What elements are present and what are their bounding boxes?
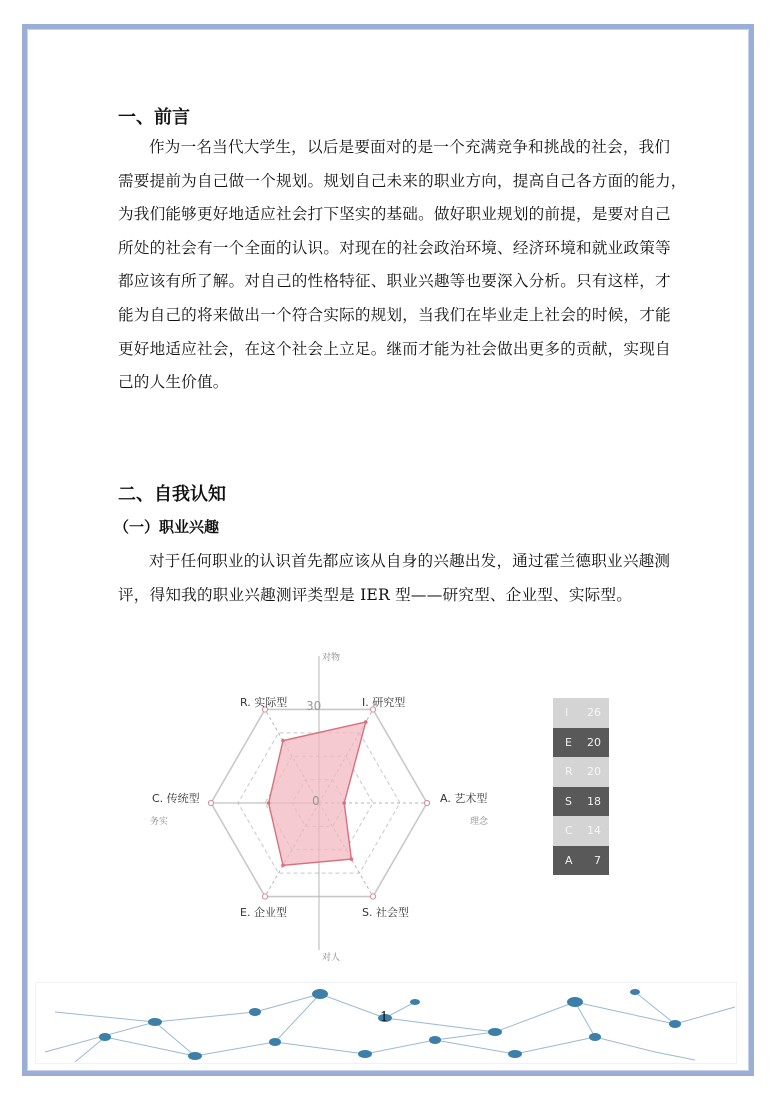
score-code: I [565, 706, 569, 720]
score-row [553, 698, 609, 728]
radar-point-S [350, 857, 354, 861]
category-label-E: E. 企业型 [240, 906, 287, 919]
score-code: C [565, 824, 573, 838]
text-line: 对于任何职业的认识首先都应该从自身的兴趣出发，通过霍兰德职业兴趣测 [149, 552, 671, 570]
text-line: 更好地适应社会，在这个社会上立足。继而才能为社会做出更多的贡献，实现自 [118, 339, 671, 358]
section-heading-self-awareness: 二、自我认知 [118, 484, 226, 505]
score-value: 20 [587, 735, 601, 749]
axis-label-left: 务实 [150, 817, 169, 827]
text-line: 作为一名当代大学生，以后是要面对的是一个充满竞争和挑战的社会，我们 [149, 138, 671, 156]
text-line: 评，得知我的职业兴趣测评类型是 IER 型——研究型、企业型、实际型。 [118, 585, 633, 604]
radar-point-I [364, 720, 368, 724]
text-line: 所处的社会有一个全面的认识。对现在的社会政治环境、经济环境和就业政策等 [118, 238, 671, 257]
radar-vertex-S [370, 894, 375, 899]
score-code: A [565, 853, 573, 867]
text-line: 能为自己的将来做出一个符合实际的规划，当我们在毕业走上社会的时候，才能 [118, 305, 671, 324]
score-row [553, 787, 609, 817]
category-label-I: I. 研究型 [362, 696, 406, 709]
radar-point-C [267, 801, 271, 805]
interest-paragraph [118, 545, 671, 612]
score-row [553, 846, 609, 876]
text-line: 需要提前为自己做一个规划。规划自己未来的职业方向，提高自己各方面的能力， [118, 171, 687, 190]
score-table [553, 698, 609, 875]
score-row [553, 816, 609, 846]
score-value: 14 [587, 824, 601, 838]
text-line: 己的人生价值。 [118, 373, 229, 392]
page-number: 1 [380, 1010, 389, 1025]
score-code: R [565, 765, 573, 779]
text-line: 为我们能够更好地适应社会打下坚实的基础。做好职业规划的前提，是要对自己 [118, 205, 671, 224]
category-label-A: A. 艺术型 [440, 792, 488, 805]
score-code: E [565, 735, 572, 749]
axis-label-bottom: 对人 [322, 953, 341, 963]
text-line: 都应该有所了解。对自己的性格特征、职业兴趣等也要深入分析。只有这样，才 [118, 272, 671, 291]
radar-vertex-C [208, 800, 213, 805]
radar-vertex-A [424, 800, 429, 805]
score-value: 26 [587, 706, 601, 720]
score-row [553, 757, 609, 787]
score-row [553, 728, 609, 758]
category-label-R: R. 实际型 [240, 696, 288, 709]
scale-zero-label: 0 [312, 794, 320, 808]
radar-chart [120, 648, 510, 968]
radar-point-A [342, 801, 346, 805]
subsection-heading-interest: （一）职业兴趣 [114, 518, 220, 536]
score-value: 18 [587, 794, 601, 808]
section-heading-preface: 一、前言 [118, 107, 190, 128]
score-value: 7 [594, 853, 601, 867]
axis-label-right: 理念 [470, 817, 489, 827]
score-value: 20 [587, 765, 601, 779]
radar-point-R [281, 739, 285, 743]
category-label-C: C. 传统型 [152, 792, 200, 805]
preface-paragraph [118, 131, 687, 400]
scale-max-label: 30 [306, 699, 322, 713]
axis-label-top: 对物 [322, 653, 341, 663]
radar-vertex-E [262, 894, 267, 899]
radar-point-E [281, 864, 285, 868]
score-code: S [565, 794, 572, 808]
category-label-S: S. 社会型 [362, 906, 409, 919]
